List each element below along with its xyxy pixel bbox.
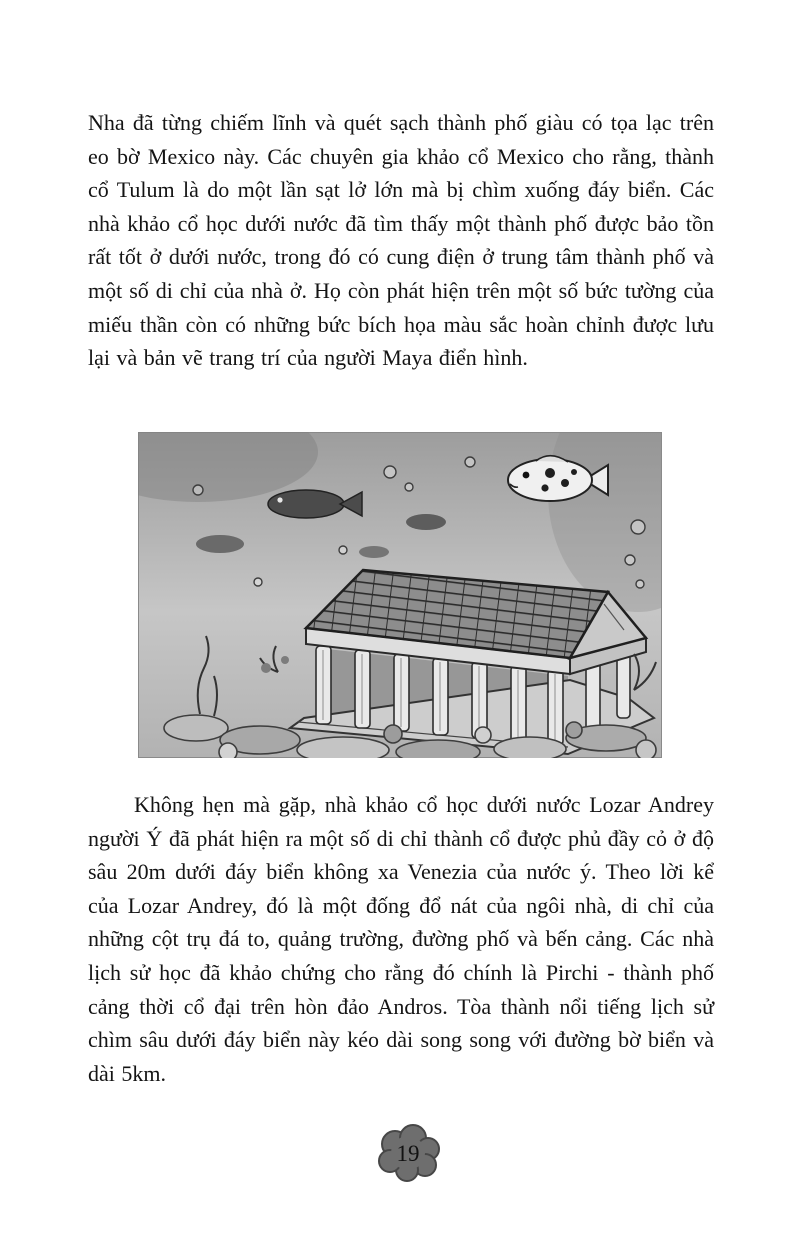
body-paragraph-1: Nha đã từng chiếm lĩnh và quét sạch thành phố giàu có tọa lạc trên eo bờ Mexico này. Các chuyên gia khảo cổ Mexico cho rằng, thành cổ Tulum là do một lần sạt lở lớn mà bị chìm xuống đáy biển. Các nhà khảo cổ học dưới nước đã tìm thấy một thành phố được bảo tồn rất tốt ở dưới nước, trong đó có cung điện ở trung tâm thành phố và một số di chỉ của nhà ở. Họ còn phát hiện trên một số bức tường của miếu thần còn có những bức bích họa màu sắc hoàn chỉnh được lưu lại và bản vẽ trang trí của người Maya điển hình.	[88, 110, 714, 371]
small-fish-icon	[406, 514, 446, 530]
underwater-temple-illustration	[138, 432, 662, 758]
page-number: 19	[396, 1141, 420, 1166]
small-fish-icon	[196, 535, 244, 553]
body-paragraph-2: Không hẹn mà gặp, nhà khảo cổ học dưới nước Lozar Andrey người Ý đã phát hiện ra một số di chỉ thành cổ được phủ đầy cỏ ở độ sâu 20m dưới đáy biển không xa Venezia của nước ý. Theo lời kể của Lozar Andrey, đó là một đống đổ nát của ngôi nhà, di chỉ của những cột trụ đá to, quảng trường, đường phố và bến cảng. Các nhà lịch sử học đã khảo chứng cho rằng đó chính là Pirchi - thành phố cảng thời cổ đại trên hòn đảo Andros. Tòa thành nổi tiếng lịch sử chìm sâu dưới đáy biển này kéo dài song song với đường bờ biển và dài 5km.	[88, 792, 714, 1086]
page-number-badge	[374, 1124, 442, 1182]
small-fish-icon	[359, 546, 389, 558]
